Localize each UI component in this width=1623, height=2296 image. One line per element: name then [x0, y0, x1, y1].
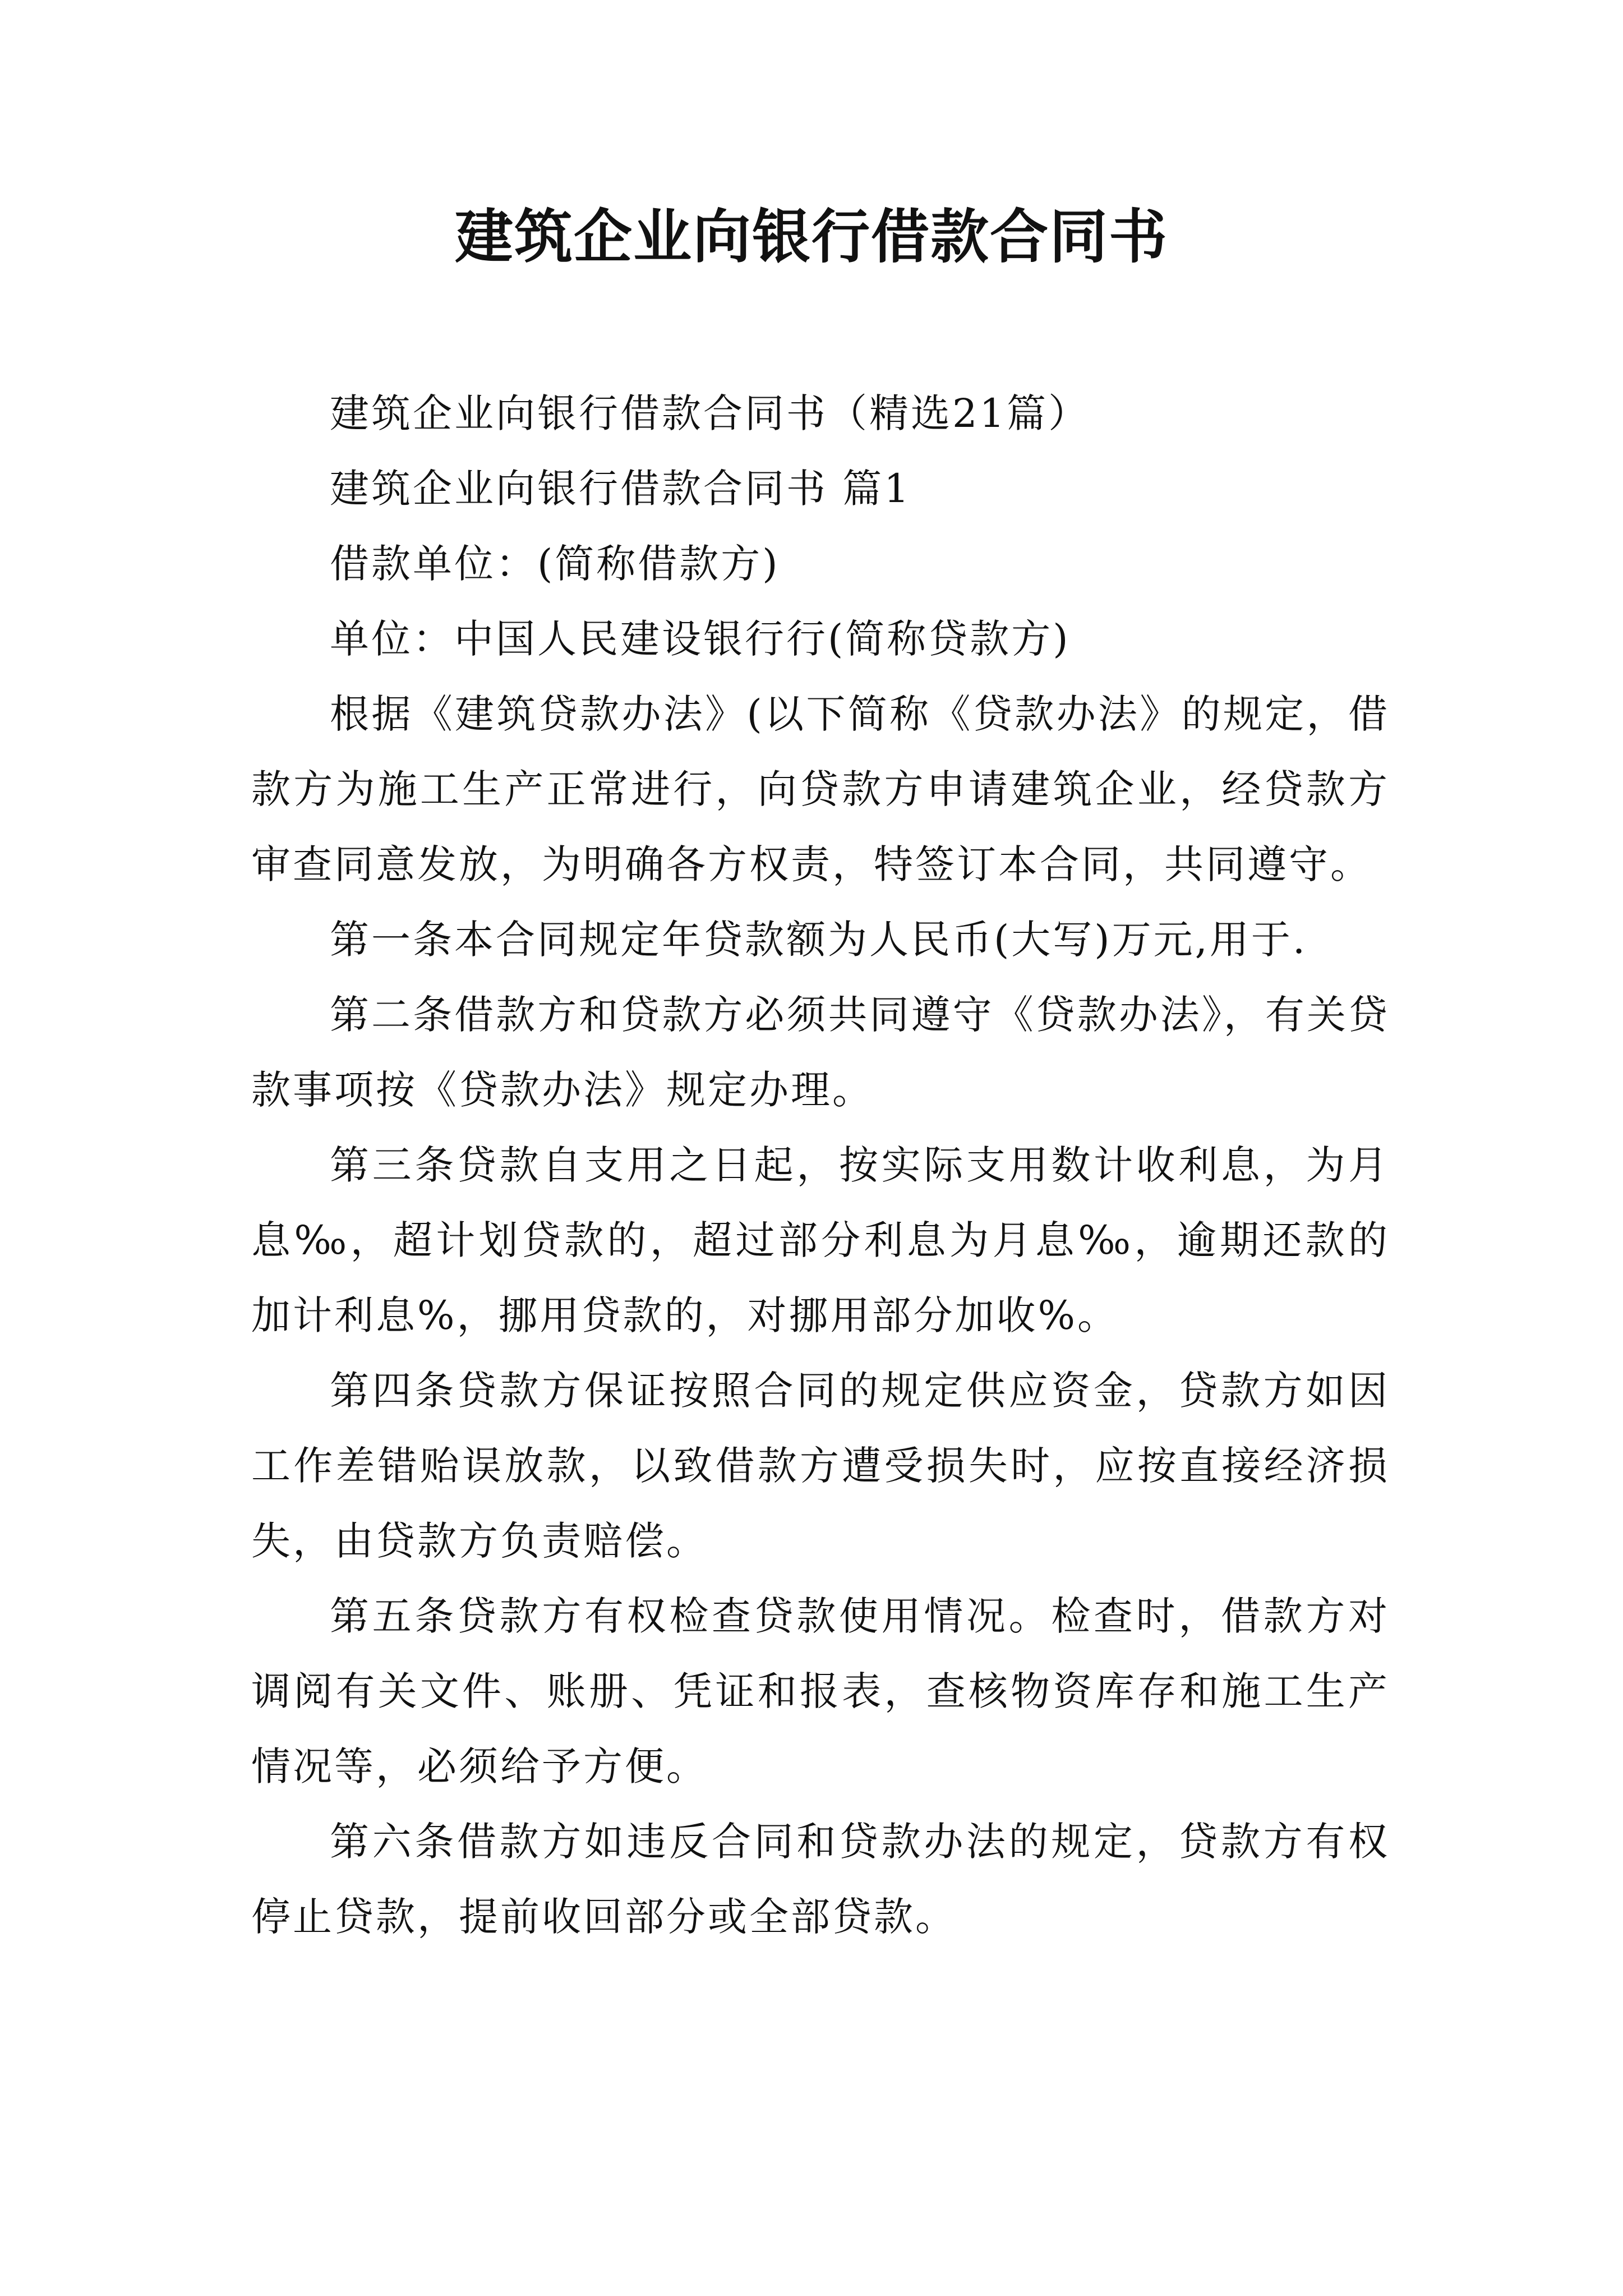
article-2: 第二条借款方和贷款方必须共同遵守《贷款办法》，有关贷款事项按《贷款办法》规定办理。 [251, 992, 1390, 1113]
article-3: 第三条贷款自支用之日起，按实际支用数计收利息，为月息‰，超计划贷款的，超过部分利息为月息‰，逾期还款的加计利息%，挪用贷款的，对挪用部分加收%。 [251, 1142, 1390, 1338]
preamble-paragraph: 根据《建筑贷款办法》(以下简称《贷款办法》的规定，借款方为施工生产正常进行，向贷款方申请建筑企业，经贷款方审查同意发放，为明确各方权责，特签订本合同，共同遵守。 [251, 691, 1390, 887]
document-title: 建筑企业向银行借款合同书 [454, 203, 1168, 271]
article-6: 第六条借款方如违反合同和贷款办法的规定，贷款方有权停止贷款，提前收回部分或全部贷款。 [251, 1819, 1390, 1940]
section-heading: 建筑企业向银行借款合同书 篇1 [330, 466, 911, 512]
article-4: 第四条贷款方保证按照合同的规定供应资金，贷款方如因工作差错贻误放款，以致借款方遭受损失时，应按直接经济损失，由贷款方负责赔偿。 [251, 1368, 1390, 1564]
lender-line: 单位：中国人民建设银行行(简称贷款方) [330, 616, 1071, 662]
borrower-line: 借款单位：(简称借款方) [330, 541, 780, 587]
document-body [251, 376, 1390, 1954]
article-1: 第一条本合同规定年贷款额为人民币(大写)万元,用于. [330, 917, 1308, 963]
article-5: 第五条贷款方有权检查贷款使用情况。检查时，借款方对调阅有关文件、账册、凭证和报表，查核物资库存和施工生产情况等，必须给予方便。 [251, 1593, 1390, 1789]
subtitle-paragraph: 建筑企业向银行借款合同书（精选21篇） [330, 390, 1090, 436]
